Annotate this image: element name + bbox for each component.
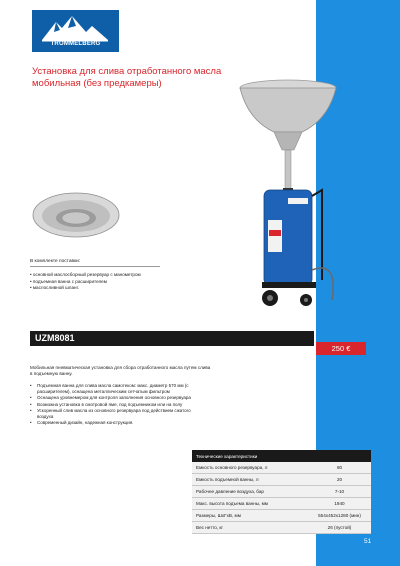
feature-item: • Ускоренный слив масла из основного резервуара под действием сжатого воздуха xyxy=(30,408,198,420)
spec-label: Рабочее давление воздуха, бар xyxy=(192,486,308,498)
spec-label: Вес нетто, кг xyxy=(192,522,308,534)
model-name: UZM8081 xyxy=(35,333,75,343)
funnel-bowl-image xyxy=(31,183,121,248)
kit-item: • основной маслосборный резервуар с манометром xyxy=(30,272,210,279)
spec-value: 554х452х1280 (мин) xyxy=(308,510,371,522)
spec-value: 80 xyxy=(308,462,371,474)
feature-item: • Современный дизайн, надежная конструкция. xyxy=(30,420,198,426)
kit-underline xyxy=(30,266,160,267)
page-title xyxy=(32,66,232,90)
feature-item: • Подъемная ванна для слива масла самотеком: макс. диаметр 570 мм (с расширителем), оснащена металлическим сетчатым фильтром xyxy=(30,383,198,395)
brand-logo xyxy=(32,10,119,52)
spec-value: 20 xyxy=(308,474,371,486)
feature-item: • Оснащена уровнемером для контроля заполнения основного резервуара xyxy=(30,395,198,401)
specs-row xyxy=(192,510,371,522)
specs-heading: Технические характеристики xyxy=(192,450,371,462)
product-description xyxy=(30,365,250,378)
logo-text: TROMMELBERG xyxy=(50,41,101,47)
specs-table xyxy=(192,450,371,534)
spec-label: Размеры, ШхГхВ, мм xyxy=(192,510,308,522)
feature-item: • Возможна установка в смотровой яме, под подъемником или на полу xyxy=(30,402,198,408)
specs-row xyxy=(192,462,371,474)
title-line-1: Установка для слива отработанного масла xyxy=(32,66,222,77)
title-line-2: мобильная (без предкамеры) xyxy=(32,78,162,89)
spec-label: Емкость подъемной ванны, л xyxy=(192,474,308,486)
spec-value: 7-10 xyxy=(308,486,371,498)
spec-value: 1940 xyxy=(308,498,371,510)
description-line-1: Мобильная пневматическая установка для сбора отработанного масла путем слива xyxy=(30,365,211,370)
kit-item: • подъемная ванна с расширителем xyxy=(30,279,210,286)
page-number: 51 xyxy=(364,538,372,545)
features-list xyxy=(30,383,198,426)
specs-row xyxy=(192,486,371,498)
spec-label: Макс. высота подъема ванны, мм xyxy=(192,498,308,510)
specs-row xyxy=(192,474,371,486)
kit-heading: В комплекте поставки: xyxy=(30,259,81,264)
specs-row xyxy=(192,522,371,534)
kit-item: • маслосливной шланг. xyxy=(30,285,210,292)
oil-drainer-product-image xyxy=(228,70,348,320)
spec-label: Емкость основного резервуара, л xyxy=(192,462,308,474)
model-bar xyxy=(30,331,314,346)
kit-list xyxy=(30,272,210,292)
description-line-2: в подъемную ванну. xyxy=(30,371,73,377)
spec-value: 26 (пустой) xyxy=(308,522,371,534)
specs-row xyxy=(192,498,371,510)
price-badge: 250 € xyxy=(316,342,366,355)
